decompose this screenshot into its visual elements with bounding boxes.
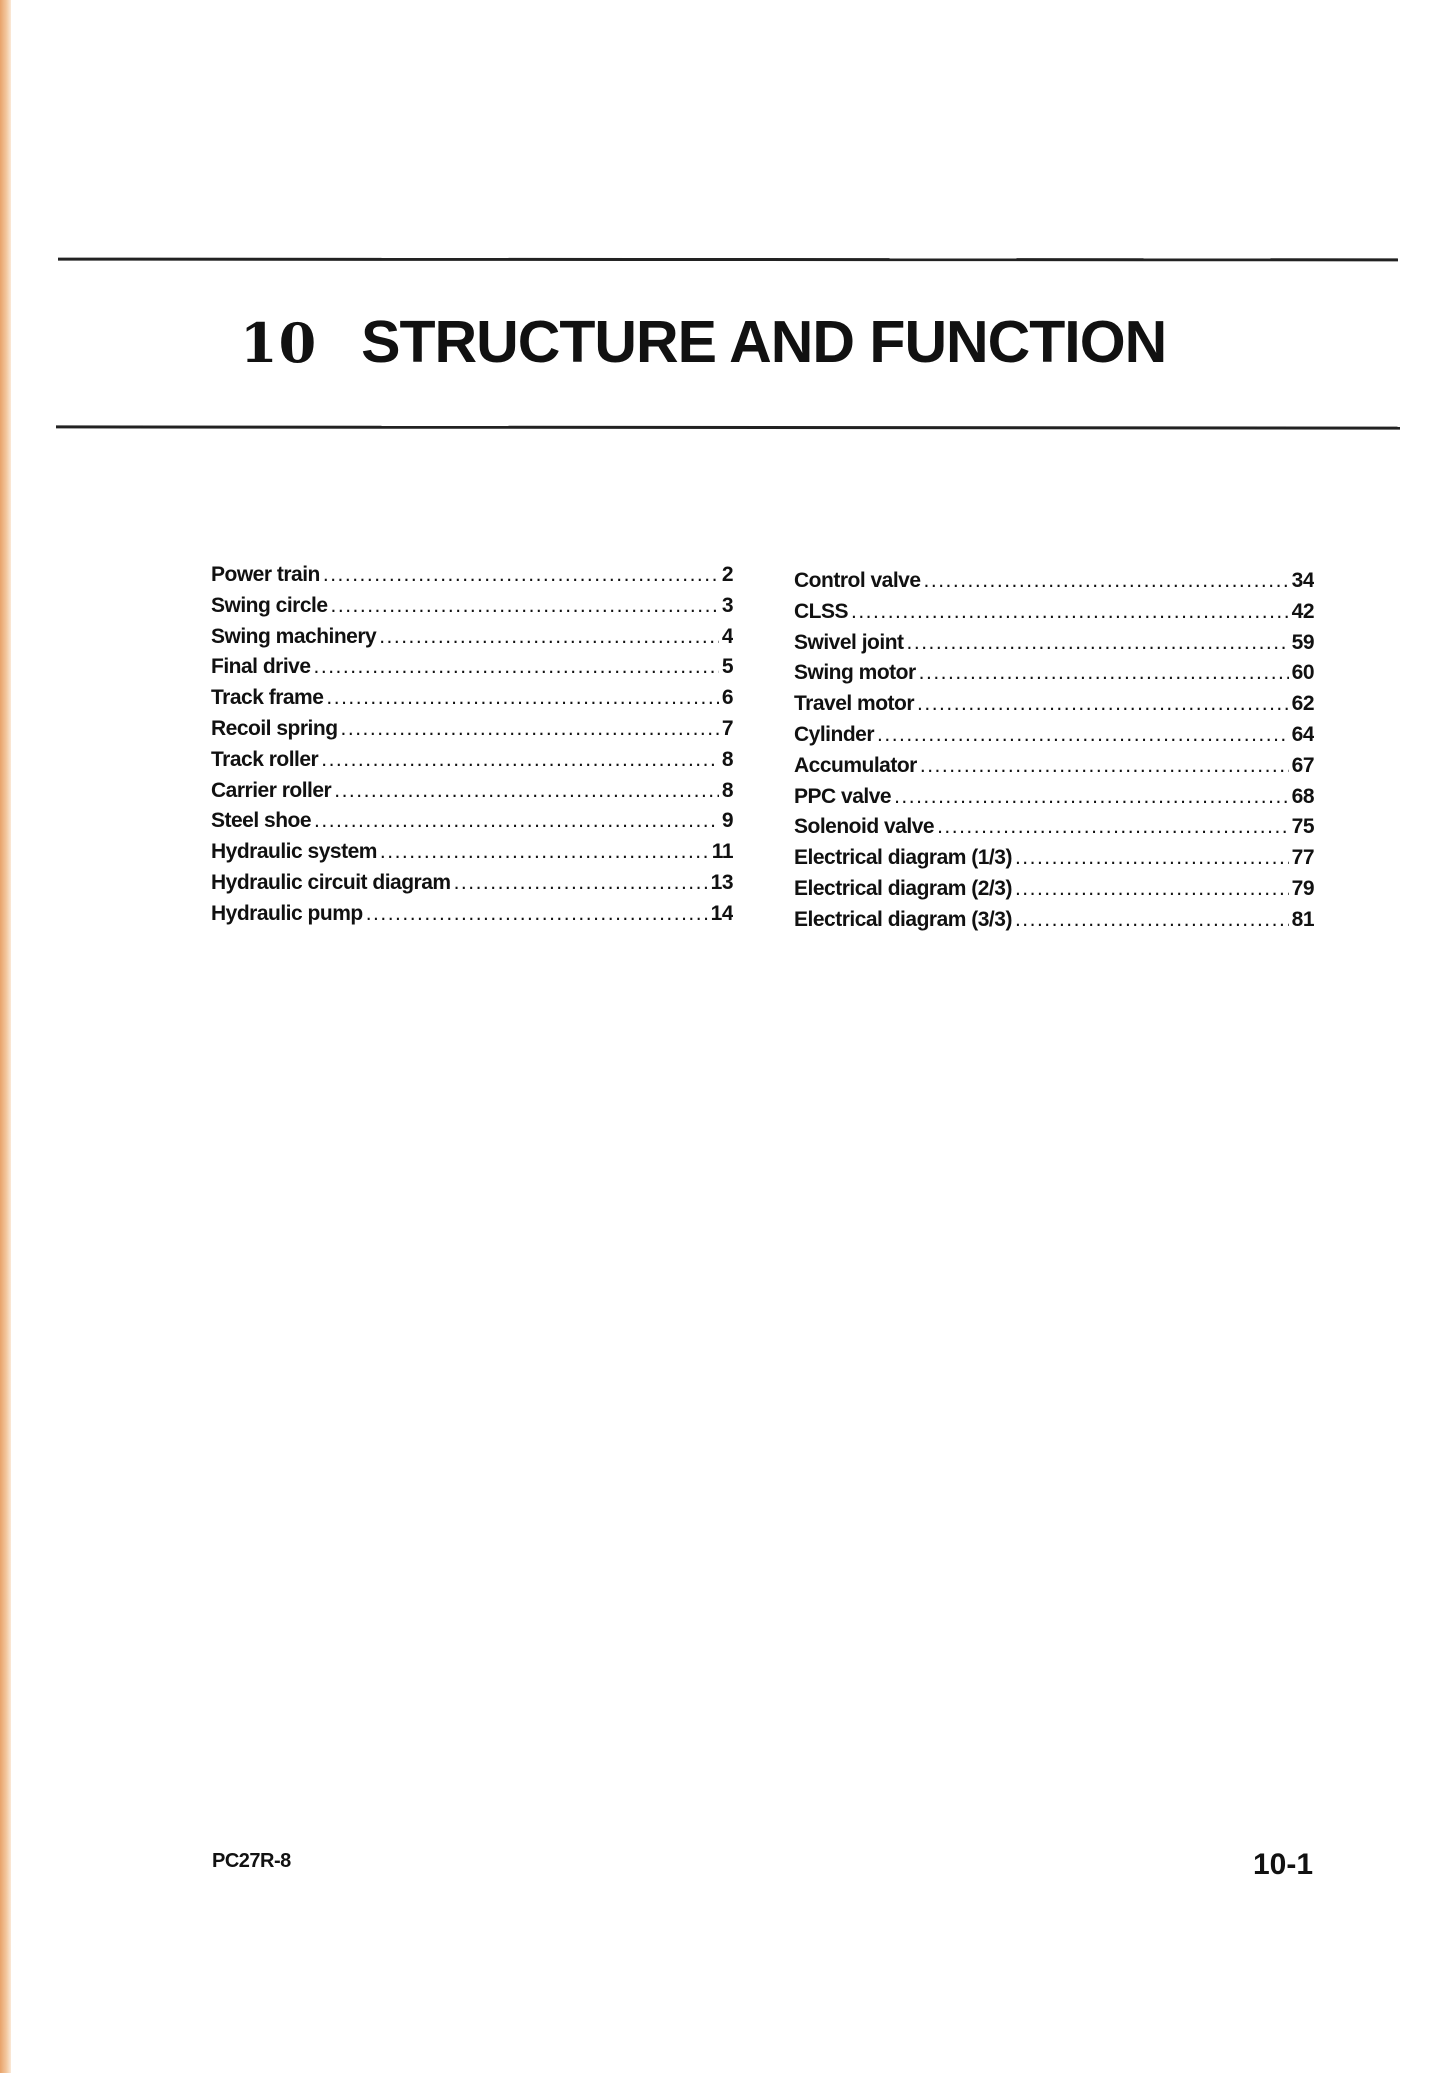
dot-leader [894,782,1289,813]
toc-entry-title: Recoil spring [211,716,338,740]
toc-entry-page: 9 [721,809,733,833]
toc-entry-page: 7 [721,716,733,740]
toc-entry-page: 77 [1291,846,1314,870]
dot-leader [314,806,719,837]
dot-leader [1015,874,1289,905]
toc-entry[interactable] [794,843,1314,874]
top-rule [58,258,1398,262]
toc-entry[interactable] [211,560,733,591]
toc-entry-page: 68 [1291,784,1314,808]
toc-entry[interactable] [211,591,733,622]
toc-entry-title: CLSS [794,599,849,623]
toc-entry[interactable] [211,806,733,837]
toc-left-column [211,560,733,930]
dot-leader [1015,905,1289,936]
toc-entry-title: Carrier roller [211,778,332,802]
toc-entry[interactable] [211,745,733,776]
footer-model: PC27R-8 [212,1850,291,1872]
toc-entry-title: Track roller [211,747,319,771]
dot-leader [366,899,708,930]
toc-entry[interactable] [211,899,733,930]
toc-entry[interactable] [794,874,1314,905]
dot-leader [380,837,709,868]
toc-entry-page: 81 [1291,907,1314,931]
toc-entry-page: 64 [1291,722,1314,746]
dot-leader [851,597,1289,628]
toc-entry[interactable] [211,776,733,807]
toc-entry-title: Power train [211,563,320,586]
toc-entry-page: 34 [1291,569,1314,592]
toc-entry[interactable] [211,714,733,745]
toc-entry-page: 13 [710,870,733,894]
toc-entry-page: 2 [721,563,733,586]
toc-entry[interactable] [211,652,733,683]
toc-entry-title: Electrical diagram (3/3) [794,907,1012,931]
toc-entry-title: Hydraulic system [211,840,377,864]
toc-entry-title: Final drive [211,655,311,679]
toc-entry[interactable] [794,597,1314,628]
toc-entry[interactable] [211,622,733,653]
toc-entry[interactable] [794,628,1314,659]
toc-entry[interactable] [794,905,1314,936]
toc-entry-title: Accumulator [794,753,917,777]
dot-leader [920,751,1289,782]
bottom-rule [56,425,1400,429]
toc-entry[interactable] [211,683,733,714]
toc-entry-page: 11 [711,840,733,864]
toc-entry-page: 8 [721,747,733,771]
toc-entry[interactable] [211,868,733,899]
toc-entry-page: 3 [721,593,733,617]
toc-entry[interactable] [794,658,1314,689]
dot-leader [341,714,719,745]
toc-entry[interactable] [794,751,1314,782]
toc-entry-title: Steel shoe [211,809,312,833]
chapter-number: 10 [240,311,318,375]
toc-entry-title: PPC valve [794,784,892,808]
toc-entry-page: 6 [721,686,733,710]
dot-leader [314,652,719,683]
toc-entry-page: 67 [1291,753,1314,777]
dot-leader [454,868,708,899]
dot-leader [334,776,719,807]
toc-entry-title: Hydraulic circuit diagram [211,870,451,894]
toc-right-column [794,566,1314,936]
toc-entry-page: 8 [721,778,733,802]
toc-entry-title: Swing circle [211,593,328,617]
toc-entry[interactable] [794,720,1314,751]
toc-entry-page: 5 [721,655,733,679]
dot-leader [379,622,719,653]
dot-leader [919,658,1289,689]
toc-entry-page: 14 [710,901,733,925]
toc-entry-title: Cylinder [794,722,875,746]
footer-page-number: 10-1 [1253,1848,1314,1881]
page-edge [0,0,11,2073]
toc-entry-page: 79 [1291,876,1314,900]
toc-entry-title: Electrical diagram (1/3) [794,846,1012,870]
toc-entry-title: Travel motor [794,692,915,716]
toc-entry-page: 42 [1291,599,1314,623]
toc-entry[interactable] [794,566,1314,597]
toc-entry[interactable] [211,837,733,868]
dot-leader [907,628,1289,659]
toc-entry-page: 59 [1291,630,1314,654]
dot-leader [1015,843,1289,874]
toc-entry[interactable] [794,782,1314,813]
dot-leader [323,560,719,591]
toc-entry[interactable] [794,689,1314,720]
dot-leader [924,566,1289,597]
chapter-title: STRUCTURE AND FUNCTION [361,309,1167,375]
toc-entry-page: 60 [1291,661,1314,685]
toc-entry-title: Swivel joint [794,630,904,654]
dot-leader [331,591,719,622]
toc-entry[interactable] [794,812,1314,843]
toc-entry-title: Hydraulic pump [211,901,363,925]
toc-entry-page: 75 [1291,815,1314,839]
toc-entry-page: 4 [721,624,733,648]
toc-entry-page: 62 [1291,692,1314,716]
toc-entry-title: Swing machinery [211,624,377,648]
dot-leader [937,812,1289,843]
toc-entry-title: Solenoid valve [794,815,935,839]
toc-entry-title: Control valve [794,569,921,592]
toc-entry-title: Track frame [211,686,324,710]
toc-entry-title: Electrical diagram (2/3) [794,876,1012,900]
dot-leader [326,683,718,714]
dot-leader [877,720,1289,751]
chapter-heading [240,308,1166,376]
dot-leader [321,745,719,776]
toc-entry-title: Swing motor [794,661,916,685]
dot-leader [917,689,1289,720]
